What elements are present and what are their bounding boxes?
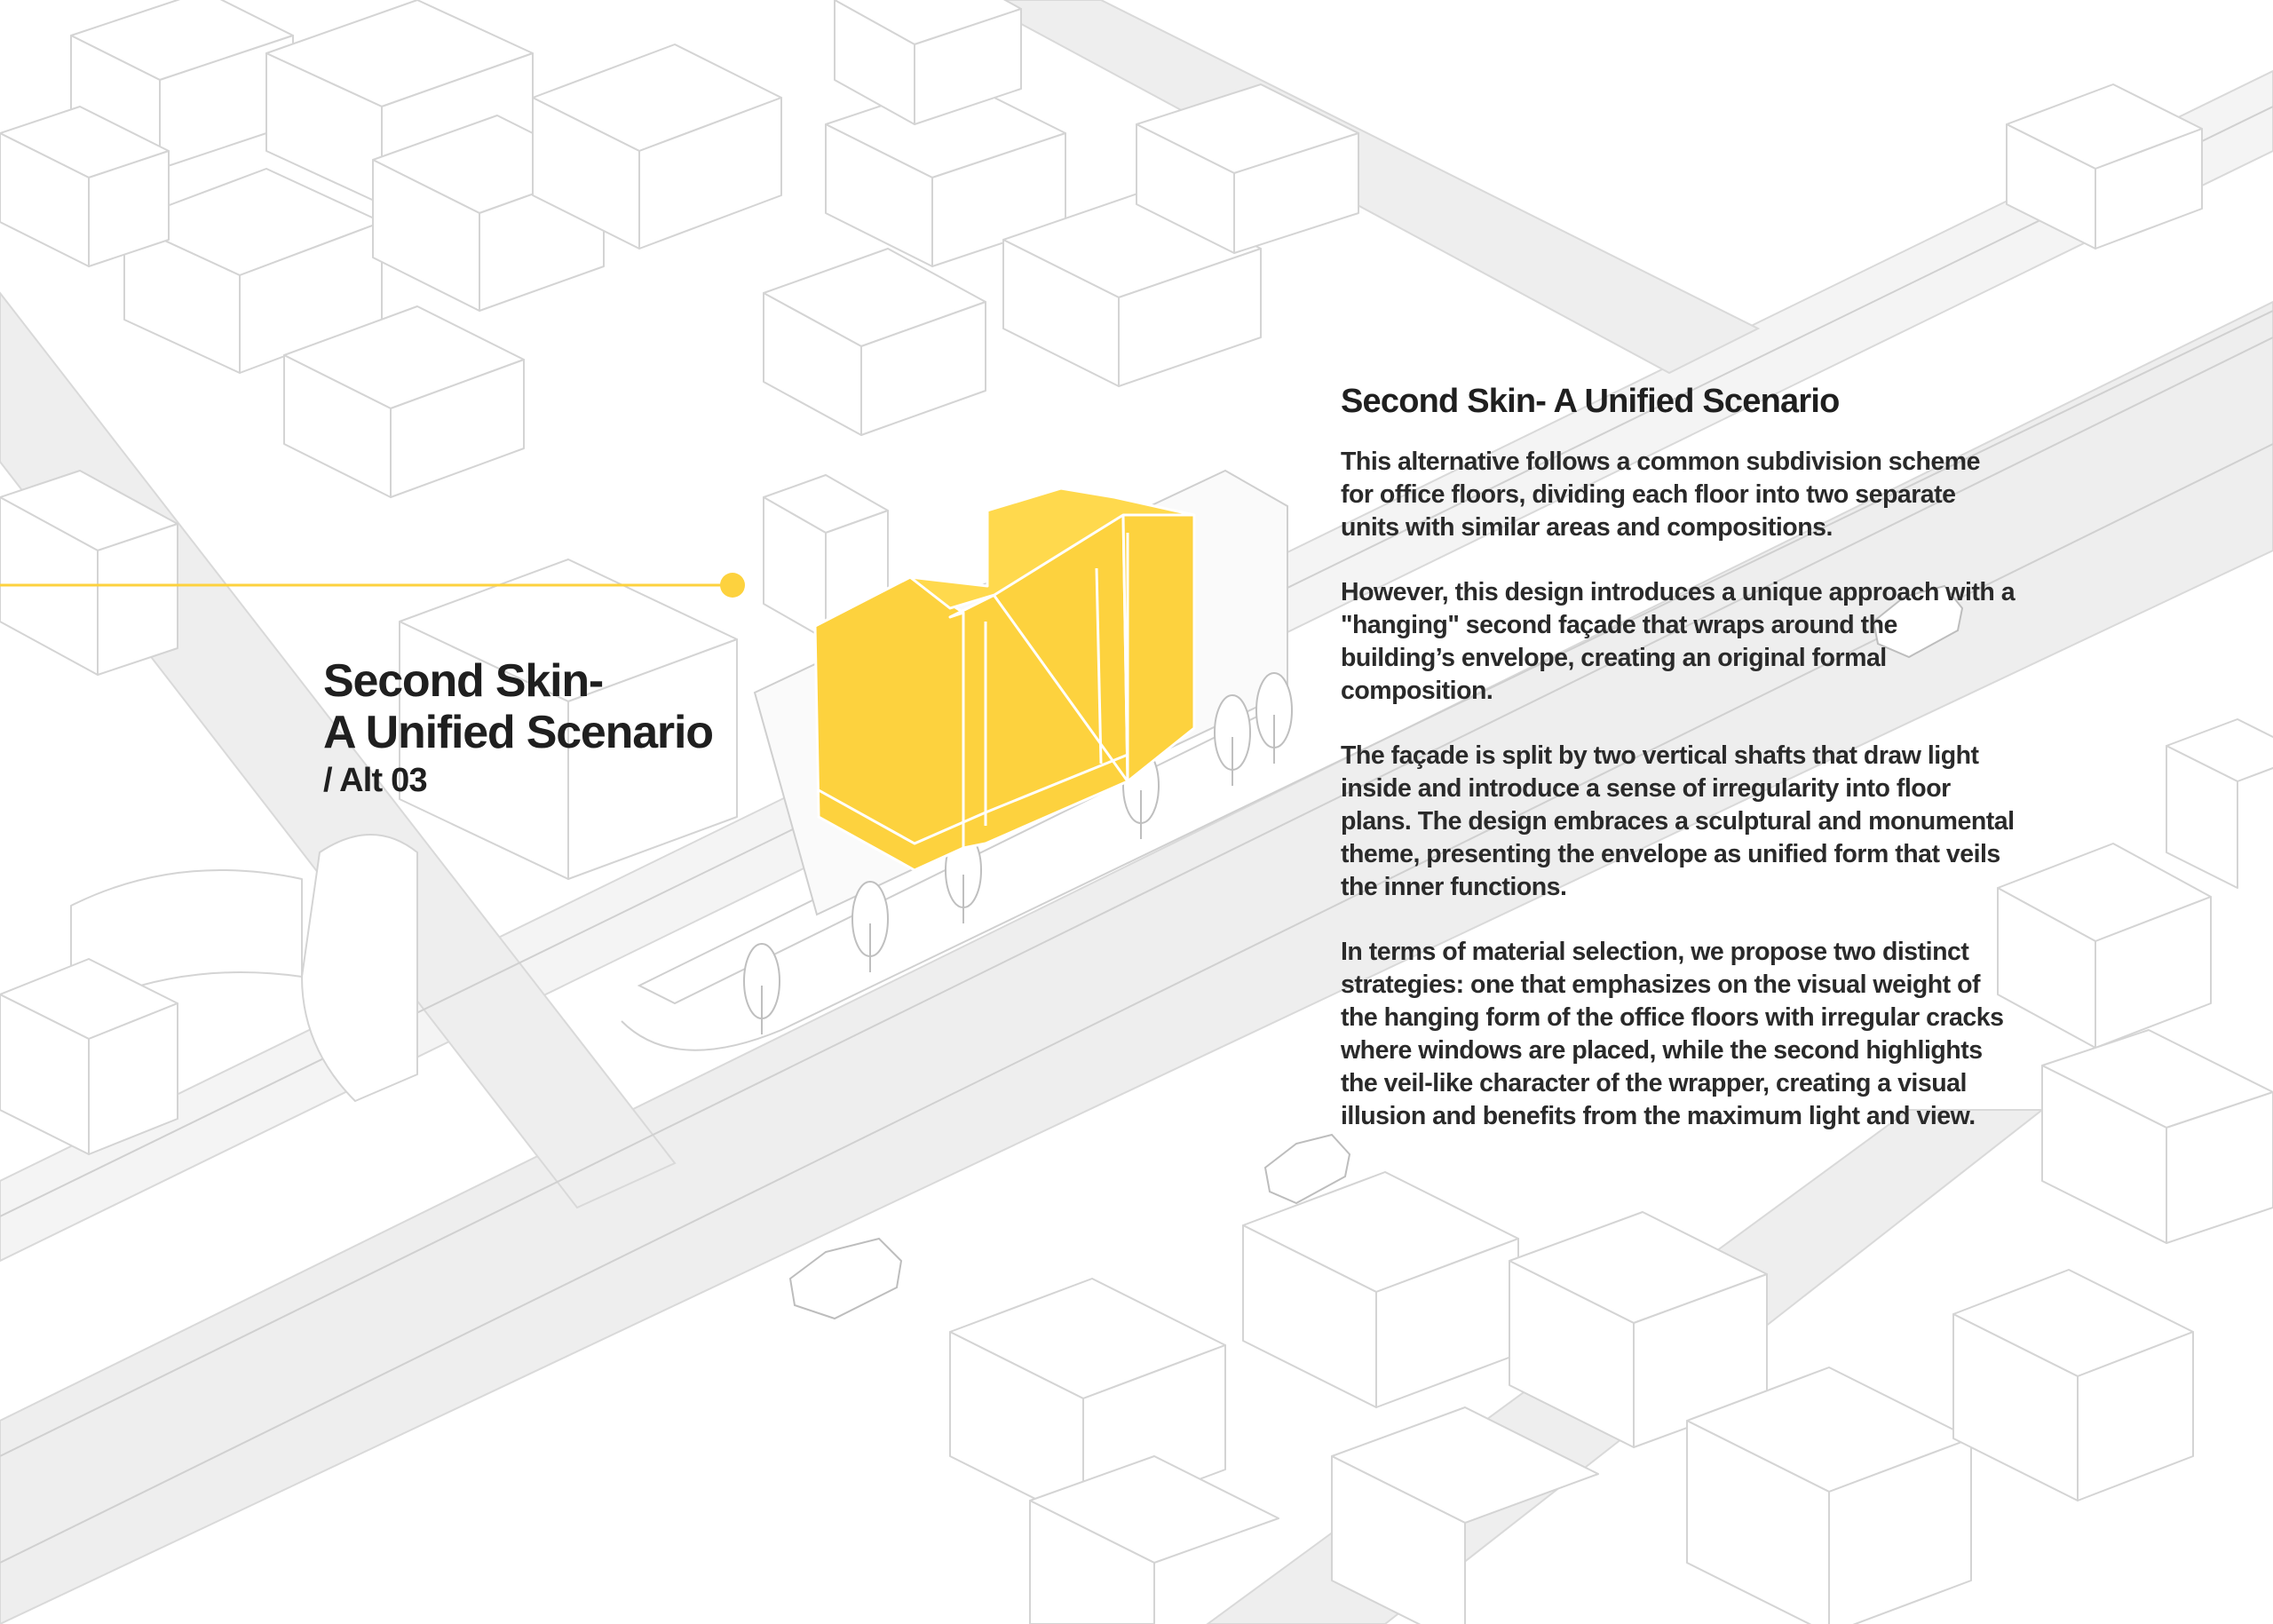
description-paragraph-4: In terms of material selection, we propose two distinct strategies: one that emphasizes on the visual weight of the hanging form of the office floors with irregular cracks where windows are placed, while the second highlights the veil-like character of the wrapper, creating a visual illusion and benefits from the maximum light and view.: [1341, 938, 2004, 1130]
leader-dot: [720, 573, 745, 598]
building-west-block: [815, 577, 963, 870]
title-block: [323, 655, 785, 800]
description-panel: [1341, 380, 2016, 1165]
title-line-2: A Unified Scenario: [323, 707, 713, 758]
description-paragraph-2: However, this design introduces a unique approach with a "hanging" second façade that wraps around the building’s envelope, creating an original formal composition.: [1341, 578, 2016, 705]
title-line-1: Second Skin-: [323, 655, 603, 707]
alternative-label: / Alt 03: [323, 762, 427, 799]
description-heading: Second Skin- A Unified Scenario: [1341, 383, 1840, 420]
description-paragraph-1: This alternative follows a common subdivision scheme for office floors, dividing each floor into two separate units with similar areas and compositions.: [1341, 448, 1980, 542]
description-paragraph-3: The façade is split by two vertical shafts that draw light inside and introduce a sense of irregularity into floor plans. The design embraces a sculptural and monumental theme, presenting the envelope as unified form that veils the inner functions.: [1341, 741, 2015, 901]
